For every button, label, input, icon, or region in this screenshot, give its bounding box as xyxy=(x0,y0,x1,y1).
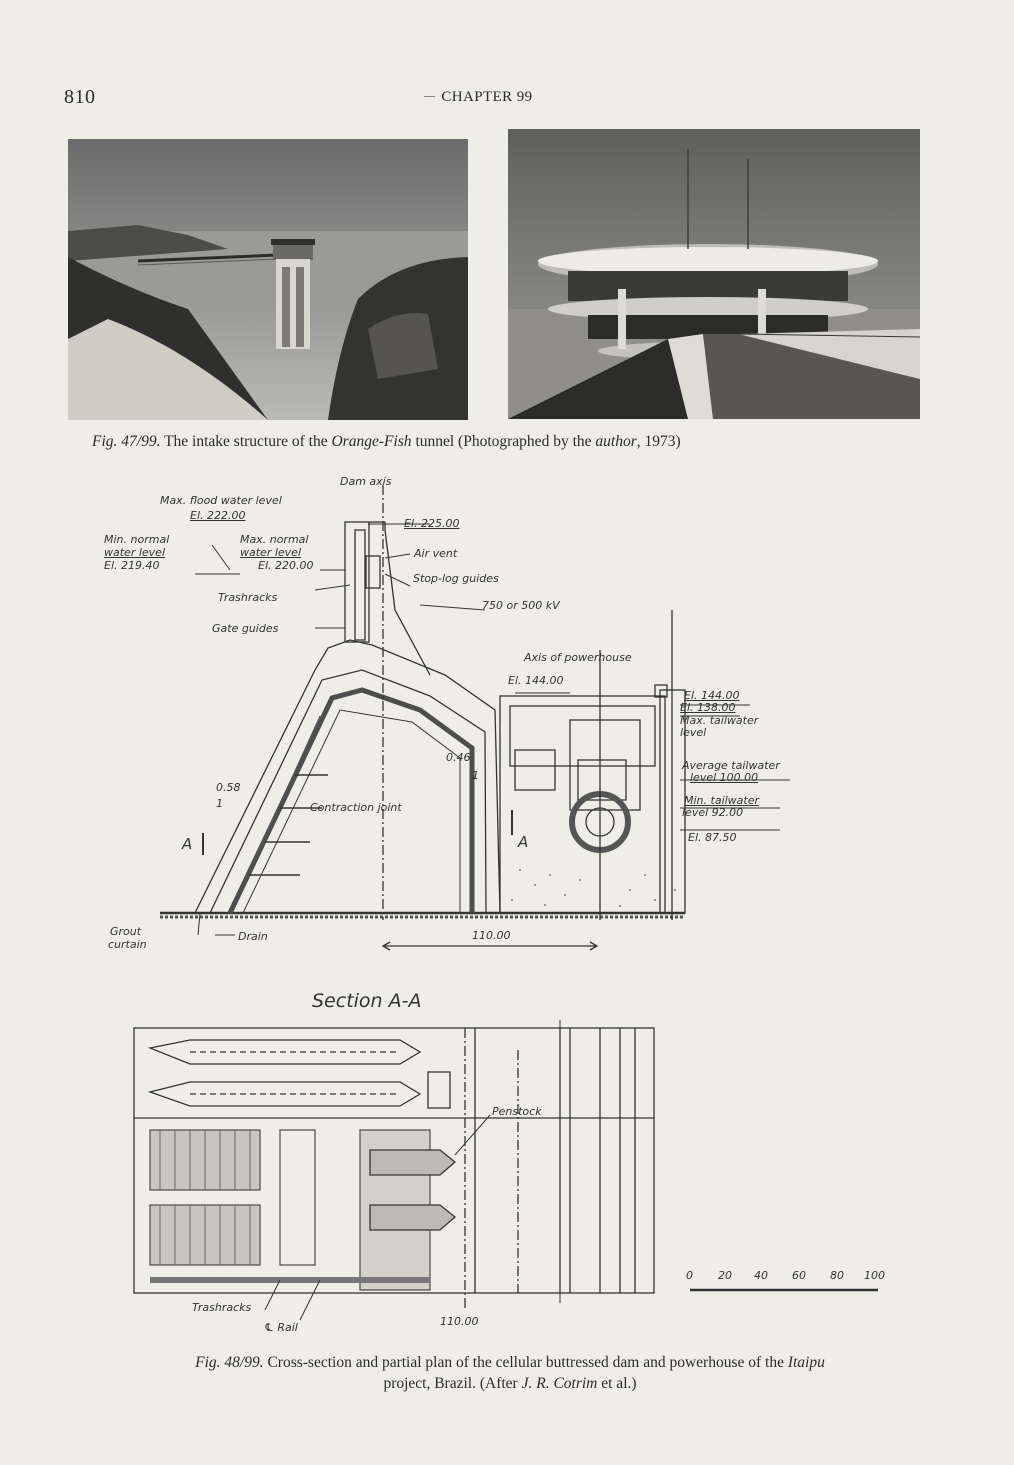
label-avg-tailwater-2: level 100.00 xyxy=(690,771,759,784)
caption-line-2 xyxy=(80,1373,940,1394)
label-slope-1-right: 1 xyxy=(472,769,479,782)
label-trashracks-plan: Trashracks xyxy=(192,1301,252,1314)
caption-text: tunnel (Photographed by the xyxy=(411,433,596,450)
scale-tick: 20 xyxy=(718,1269,732,1282)
chapter-title: CHAPTER 99 xyxy=(441,89,533,105)
caption-text: project, Brazil. (After xyxy=(383,1375,522,1392)
label-trashracks: Trashracks xyxy=(218,591,278,604)
label-min-tailwater-1: Min. tailwater xyxy=(684,794,760,807)
label-max-normal-1: Max. normal xyxy=(240,533,309,546)
label-el-220: El. 220.00 xyxy=(258,559,314,572)
label-axis-powerhouse: Axis of powerhouse xyxy=(524,651,632,664)
label-penstock: Penstock xyxy=(492,1105,542,1118)
tunnel-name: Orange-Fish xyxy=(331,433,412,450)
dam-plan-drawing xyxy=(130,1020,890,1340)
label-stoplog-guides: Stop-log guides xyxy=(413,572,499,585)
label-rail: ℄ Rail xyxy=(264,1321,298,1334)
label-slope-046: 0.46 xyxy=(446,751,471,764)
label-slope-058: 0.58 xyxy=(216,781,241,794)
caption-text: , 1973) xyxy=(636,433,681,450)
label-el-144-right: El. 144.00 xyxy=(684,689,740,702)
photo-intake-tower-left xyxy=(68,139,468,420)
label-air-vent: Air vent xyxy=(414,547,458,560)
caption-author: J. R. Cotrim xyxy=(521,1375,598,1392)
scale-tick: 40 xyxy=(754,1269,768,1282)
label-max-flood: Max. flood water level xyxy=(160,494,282,507)
scale-tick: 60 xyxy=(792,1269,806,1282)
label-max-tailwater-2: level xyxy=(680,726,707,739)
label-grout-1: Grout xyxy=(110,925,142,938)
caption-text: The intake structure of the xyxy=(160,433,332,450)
label-dim-110-plan: 110.00 xyxy=(440,1315,479,1328)
caption-text: et al.) xyxy=(597,1375,637,1392)
section-title: Section A-A xyxy=(312,990,422,1012)
scale-tick: 0 xyxy=(686,1269,693,1282)
label-contraction-joint: Contraction joint xyxy=(310,801,402,814)
label-el-219: El. 219.40 xyxy=(104,559,160,572)
label-el-222: El. 222.00 xyxy=(190,509,246,522)
label-dim-110-top: 110.00 xyxy=(472,929,511,942)
caption-text: Cross-section and partial plan of the cellular buttressed dam and powerhouse of the xyxy=(263,1354,788,1371)
scale-tick: 80 xyxy=(830,1269,844,1282)
label-section-a-left: A xyxy=(182,835,193,853)
figure-48-label: Fig. 48/99. xyxy=(195,1354,264,1371)
label-max-normal-2: water level xyxy=(240,546,301,559)
scale-tick: 100 xyxy=(864,1269,885,1282)
label-max-tailwater-1: Max. tailwater xyxy=(680,714,759,727)
label-section-a-right: A xyxy=(518,833,529,851)
label-dam-axis: Dam axis xyxy=(340,475,392,488)
figure-47-caption xyxy=(92,431,681,452)
label-el-87: El. 87.50 xyxy=(688,831,737,844)
label-grout-2: curtain xyxy=(108,938,147,951)
label-el-138: El. 138.00 xyxy=(680,701,736,714)
label-gate-guides: Gate guides xyxy=(212,622,279,635)
dam-cross-section-drawing xyxy=(100,470,920,990)
caption-line-1 xyxy=(80,1352,940,1373)
label-min-normal-2: water level xyxy=(104,546,165,559)
page-number: 810 xyxy=(64,86,96,108)
label-el-144-left: El. 144.00 xyxy=(508,674,564,687)
label-750kv: 750 or 500 kV xyxy=(482,599,560,612)
photo-intake-tower-right xyxy=(508,129,920,419)
figure-48-caption xyxy=(80,1352,940,1394)
figure-47-label: Fig. 47/99. xyxy=(92,433,161,450)
label-min-tailwater-2: level 92.00 xyxy=(682,806,744,819)
project-name: Itaipu xyxy=(787,1354,825,1371)
label-avg-tailwater-1: Average tailwater xyxy=(682,759,780,772)
label-min-normal-1: Min. normal xyxy=(104,533,170,546)
label-el-225: El. 225.00 xyxy=(404,517,460,530)
caption-author: author xyxy=(595,433,637,450)
label-slope-1-left: 1 xyxy=(216,797,223,810)
running-head: — CHAPTER 99 xyxy=(424,89,533,105)
label-drain: Drain xyxy=(238,930,268,943)
